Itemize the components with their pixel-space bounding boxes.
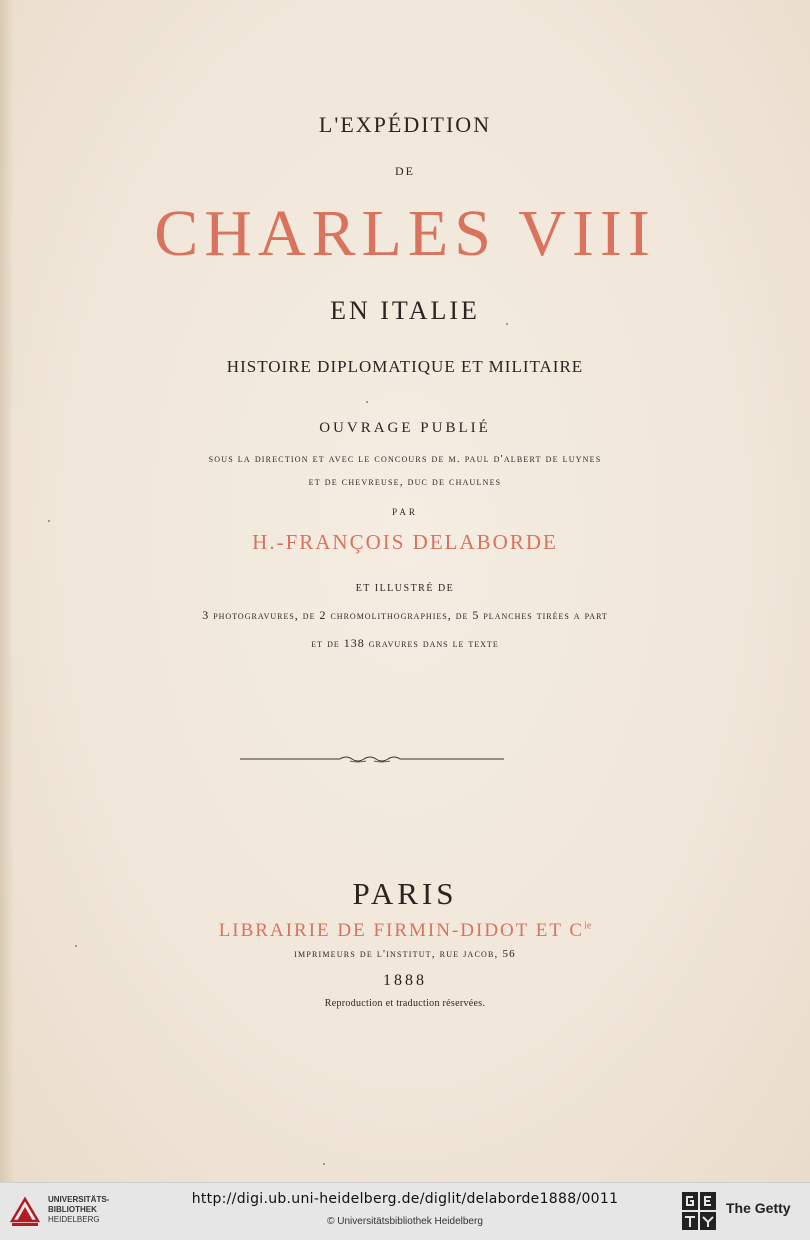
university-library-logo-icon[interactable]	[8, 1191, 42, 1231]
university-library-name[interactable]	[48, 1195, 158, 1225]
par-label: PAR	[392, 507, 418, 517]
getty-logo-icon[interactable]	[681, 1191, 717, 1231]
title-line-de: DE	[395, 164, 415, 178]
illustre-label: ET ILLUSTRÉ DE	[355, 583, 455, 594]
permalink-url[interactable]: http://digi.ub.uni-heidelberg.de/diglit/delaborde1888/0011	[191, 1191, 619, 1207]
copyright-notice: © Universitätsbibliothek Heidelberg	[327, 1216, 483, 1227]
subtitle: HISTOIRE DIPLOMATIQUE ET MILITAIRE	[226, 357, 584, 376]
viewer-footer	[0, 1182, 810, 1240]
library-line-1: UNIVERSITÄTS-	[48, 1195, 110, 1204]
rights-notice: Reproduction et traduction réservées.	[324, 998, 486, 1009]
publisher-line	[0, 920, 810, 942]
main-title: CHARLES VIII	[154, 197, 656, 270]
paper-speck	[48, 520, 50, 522]
getty-label[interactable]: The Getty	[726, 1200, 791, 1216]
direction-line-2: et de chevreuse, duc de chaulnes	[308, 476, 502, 488]
publisher-superscript: ie	[584, 920, 592, 932]
direction-line-1: sous la direction et avec le concours de m. paul d'albert de luynes	[208, 453, 602, 465]
illustrations-line-2: et de 138 gravures dans le texte	[311, 636, 499, 650]
library-line-2: BIBLIOTHEK	[48, 1205, 97, 1214]
publication-city: PARIS	[352, 876, 458, 911]
printer-line: imprimeurs de l'institut, rue jacob, 56	[294, 948, 516, 960]
paper-speck	[366, 401, 368, 403]
ouvrage-publie: OUVRAGE PUBLIÉ	[319, 420, 491, 436]
title-line-en-italie: EN ITALIE	[330, 296, 480, 325]
illustrations-line-1: 3 photogravures, de 2 chromolithographies, de 5 planches tirées a part	[202, 608, 608, 622]
author-name: H.-FRANÇOIS DELABORDE	[252, 530, 558, 554]
publication-year: 1888	[383, 972, 427, 989]
paper-speck	[75, 945, 77, 947]
title-line-expedition: L'EXPÉDITION	[318, 112, 492, 137]
library-line-3: HEIDELBERG	[48, 1215, 100, 1224]
paper-speck	[323, 1163, 325, 1165]
publisher-name: LIBRAIRIE DE FIRMIN-DIDOT ET C	[218, 920, 585, 941]
paper-speck	[506, 323, 508, 325]
ornamental-rule	[240, 752, 504, 766]
